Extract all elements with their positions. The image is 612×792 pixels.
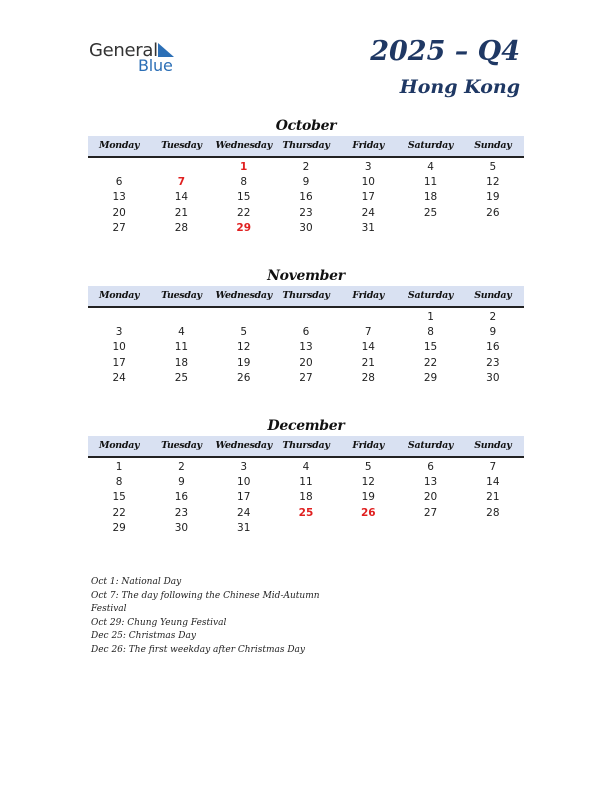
empty-day-cell [399, 221, 461, 236]
week-row [88, 490, 524, 505]
empty-day-cell [275, 521, 337, 536]
day-cell: 26 [360, 506, 376, 519]
day-cell: 8 [240, 176, 248, 189]
day-cell: 7 [364, 326, 372, 339]
day-cell: 30 [174, 521, 189, 534]
day-cell: 26 [486, 206, 500, 219]
day-cell: 4 [427, 161, 434, 173]
day-cell: 15 [237, 191, 251, 204]
day-cell: 11 [423, 176, 438, 189]
empty-day-cell [462, 221, 524, 236]
empty-day-cell [337, 310, 399, 325]
day-cell: 4 [302, 461, 310, 473]
day-cell: 20 [299, 356, 313, 369]
day-cell: 25 [423, 206, 438, 219]
day-cell: 5 [364, 461, 372, 473]
day-cell: 24 [361, 206, 375, 219]
day-cell: 3 [240, 461, 248, 473]
week-row [88, 521, 524, 536]
day-cell: 27 [423, 506, 438, 519]
empty-day-cell [337, 521, 399, 536]
empty-day-cell [462, 521, 524, 536]
day-cell: 31 [361, 221, 375, 234]
day-cell: 29 [423, 371, 438, 384]
day-cell: 12 [486, 176, 500, 189]
day-cell: 7 [489, 461, 497, 473]
month-name: December [267, 418, 345, 434]
day-cell: 29 [112, 521, 126, 534]
day-cell: 24 [112, 371, 126, 384]
day-cell: 26 [237, 371, 251, 384]
week-row [88, 371, 524, 386]
holiday-note: Oct 1: National Day [91, 577, 182, 587]
week-row [88, 340, 524, 355]
weekday-label: Friday [352, 290, 385, 301]
day-cell: 15 [112, 491, 126, 504]
day-cell: 21 [174, 206, 189, 219]
day-cell: 6 [302, 326, 310, 339]
day-cell: 25 [174, 371, 189, 384]
month-name: November [267, 268, 345, 284]
month-name: October [275, 118, 337, 134]
day-cell: 3 [364, 161, 372, 173]
day-cell: 30 [299, 221, 313, 234]
week-row [88, 310, 524, 325]
logo [89, 40, 189, 76]
weekday-label: Wednesday [215, 290, 272, 301]
weekday-label: Tuesday [161, 290, 202, 301]
day-grid [88, 160, 524, 236]
day-cell: 3 [115, 326, 123, 339]
day-cell: 1 [240, 161, 248, 173]
day-cell: 6 [115, 176, 123, 189]
day-cell: 18 [423, 191, 438, 204]
weekday-label: Tuesday [161, 140, 202, 151]
weekday-label: Monday [99, 290, 140, 301]
day-cell: 27 [112, 221, 126, 234]
day-cell: 19 [361, 491, 375, 504]
day-cell: 10 [237, 476, 251, 489]
holiday-note: Dec 26: The first weekday after Christmas Day [91, 644, 306, 655]
week-row [88, 190, 524, 205]
empty-day-cell [399, 521, 461, 536]
week-row [88, 160, 524, 175]
day-cell: 18 [174, 356, 189, 369]
holiday-note: Oct 7: The day following the Chinese Mid-Autumn [91, 590, 320, 601]
day-cell: 13 [423, 476, 438, 489]
day-cell: 28 [174, 221, 189, 234]
week-row [88, 206, 524, 221]
page-subtitle: Hong Kong [399, 76, 520, 98]
day-cell: 14 [486, 476, 500, 489]
day-cell: 23 [174, 506, 189, 519]
month-november [88, 266, 524, 386]
weekday-label: Friday [352, 140, 385, 151]
empty-day-cell [88, 160, 150, 175]
day-cell: 2 [178, 461, 185, 473]
day-cell: 19 [237, 356, 251, 369]
day-cell: 2 [489, 311, 497, 323]
weekday-label: Wednesday [215, 440, 272, 451]
day-cell: 20 [423, 491, 438, 504]
weekday-header [88, 436, 524, 458]
weekday-label: Monday [99, 140, 140, 151]
day-cell: 30 [486, 371, 500, 384]
day-cell: 21 [486, 491, 500, 504]
weekday-label: Thursday [282, 290, 330, 301]
day-cell: 15 [423, 341, 438, 354]
day-cell: 23 [299, 206, 313, 219]
week-row [88, 221, 524, 236]
holiday-note: Dec 25: Christmas Day [91, 631, 196, 641]
day-cell: 5 [240, 326, 248, 339]
day-cell: 10 [361, 176, 375, 189]
day-cell: 17 [361, 191, 375, 204]
weekday-label: Tuesday [161, 440, 202, 451]
weekday-label: Thursday [282, 440, 330, 451]
week-row [88, 460, 524, 475]
day-cell: 11 [174, 341, 189, 354]
weekday-label: Saturday [407, 140, 454, 151]
page-title: 2025 – Q4 [370, 36, 520, 67]
day-cell: 24 [237, 506, 251, 519]
day-cell: 5 [489, 161, 497, 173]
day-cell: 16 [486, 341, 500, 354]
day-cell: 13 [112, 191, 126, 204]
weekday-label: Sunday [474, 440, 512, 451]
day-grid [88, 310, 524, 386]
day-grid [88, 460, 524, 536]
day-cell: 16 [299, 191, 313, 204]
day-cell: 11 [299, 476, 313, 489]
day-cell: 9 [178, 476, 185, 489]
day-cell: 1 [427, 311, 434, 323]
day-cell: 8 [427, 326, 434, 339]
day-cell: 23 [486, 356, 500, 369]
weekday-header [88, 136, 524, 158]
holiday-note: Oct 29: Chung Yeung Festival [91, 617, 227, 628]
day-cell: 7 [177, 176, 186, 189]
week-row [88, 475, 524, 490]
weekday-label: Sunday [474, 140, 512, 151]
week-row [88, 325, 524, 340]
day-cell: 29 [236, 221, 252, 234]
day-cell: 22 [423, 356, 438, 369]
day-cell: 10 [112, 341, 126, 354]
logo-general-text: General [89, 40, 158, 61]
weekday-label: Thursday [282, 140, 330, 151]
empty-day-cell [150, 310, 212, 325]
holiday-notes [91, 576, 351, 657]
day-cell: 4 [178, 326, 185, 339]
day-cell: 31 [237, 521, 251, 534]
day-cell: 2 [302, 161, 310, 173]
day-cell: 8 [115, 476, 123, 489]
day-cell: 1 [115, 461, 123, 473]
week-row [88, 175, 524, 190]
weekday-label: Monday [99, 440, 140, 451]
day-cell: 14 [174, 191, 189, 204]
day-cell: 20 [112, 206, 126, 219]
day-cell: 17 [112, 356, 126, 369]
month-december [88, 416, 524, 536]
day-cell: 22 [112, 506, 126, 519]
weekday-label: Saturday [407, 290, 454, 301]
day-cell: 22 [237, 206, 251, 219]
week-row [88, 356, 524, 371]
day-cell: 6 [427, 461, 434, 473]
weekday-label: Saturday [407, 440, 454, 451]
empty-day-cell [150, 160, 212, 175]
week-row [88, 506, 524, 521]
empty-day-cell [88, 310, 150, 325]
weekday-label: Sunday [474, 290, 512, 301]
holiday-note: Festival [91, 604, 127, 614]
day-cell: 9 [489, 326, 497, 339]
day-cell: 14 [361, 341, 375, 354]
day-cell: 28 [486, 506, 500, 519]
day-cell: 18 [299, 491, 313, 504]
weekday-label: Wednesday [215, 140, 272, 151]
day-cell: 25 [298, 506, 314, 519]
day-cell: 9 [302, 176, 310, 189]
day-cell: 12 [361, 476, 375, 489]
day-cell: 27 [299, 371, 313, 384]
day-cell: 16 [174, 491, 189, 504]
day-cell: 13 [299, 341, 313, 354]
day-cell: 28 [361, 371, 375, 384]
weekday-label: Friday [352, 440, 385, 451]
day-cell: 17 [237, 491, 251, 504]
logo-blue-text: Blue [138, 56, 173, 75]
weekday-header [88, 286, 524, 308]
empty-day-cell [213, 310, 275, 325]
month-october [88, 116, 524, 236]
empty-day-cell [275, 310, 337, 325]
day-cell: 19 [486, 191, 500, 204]
day-cell: 12 [237, 341, 251, 354]
day-cell: 21 [361, 356, 375, 369]
